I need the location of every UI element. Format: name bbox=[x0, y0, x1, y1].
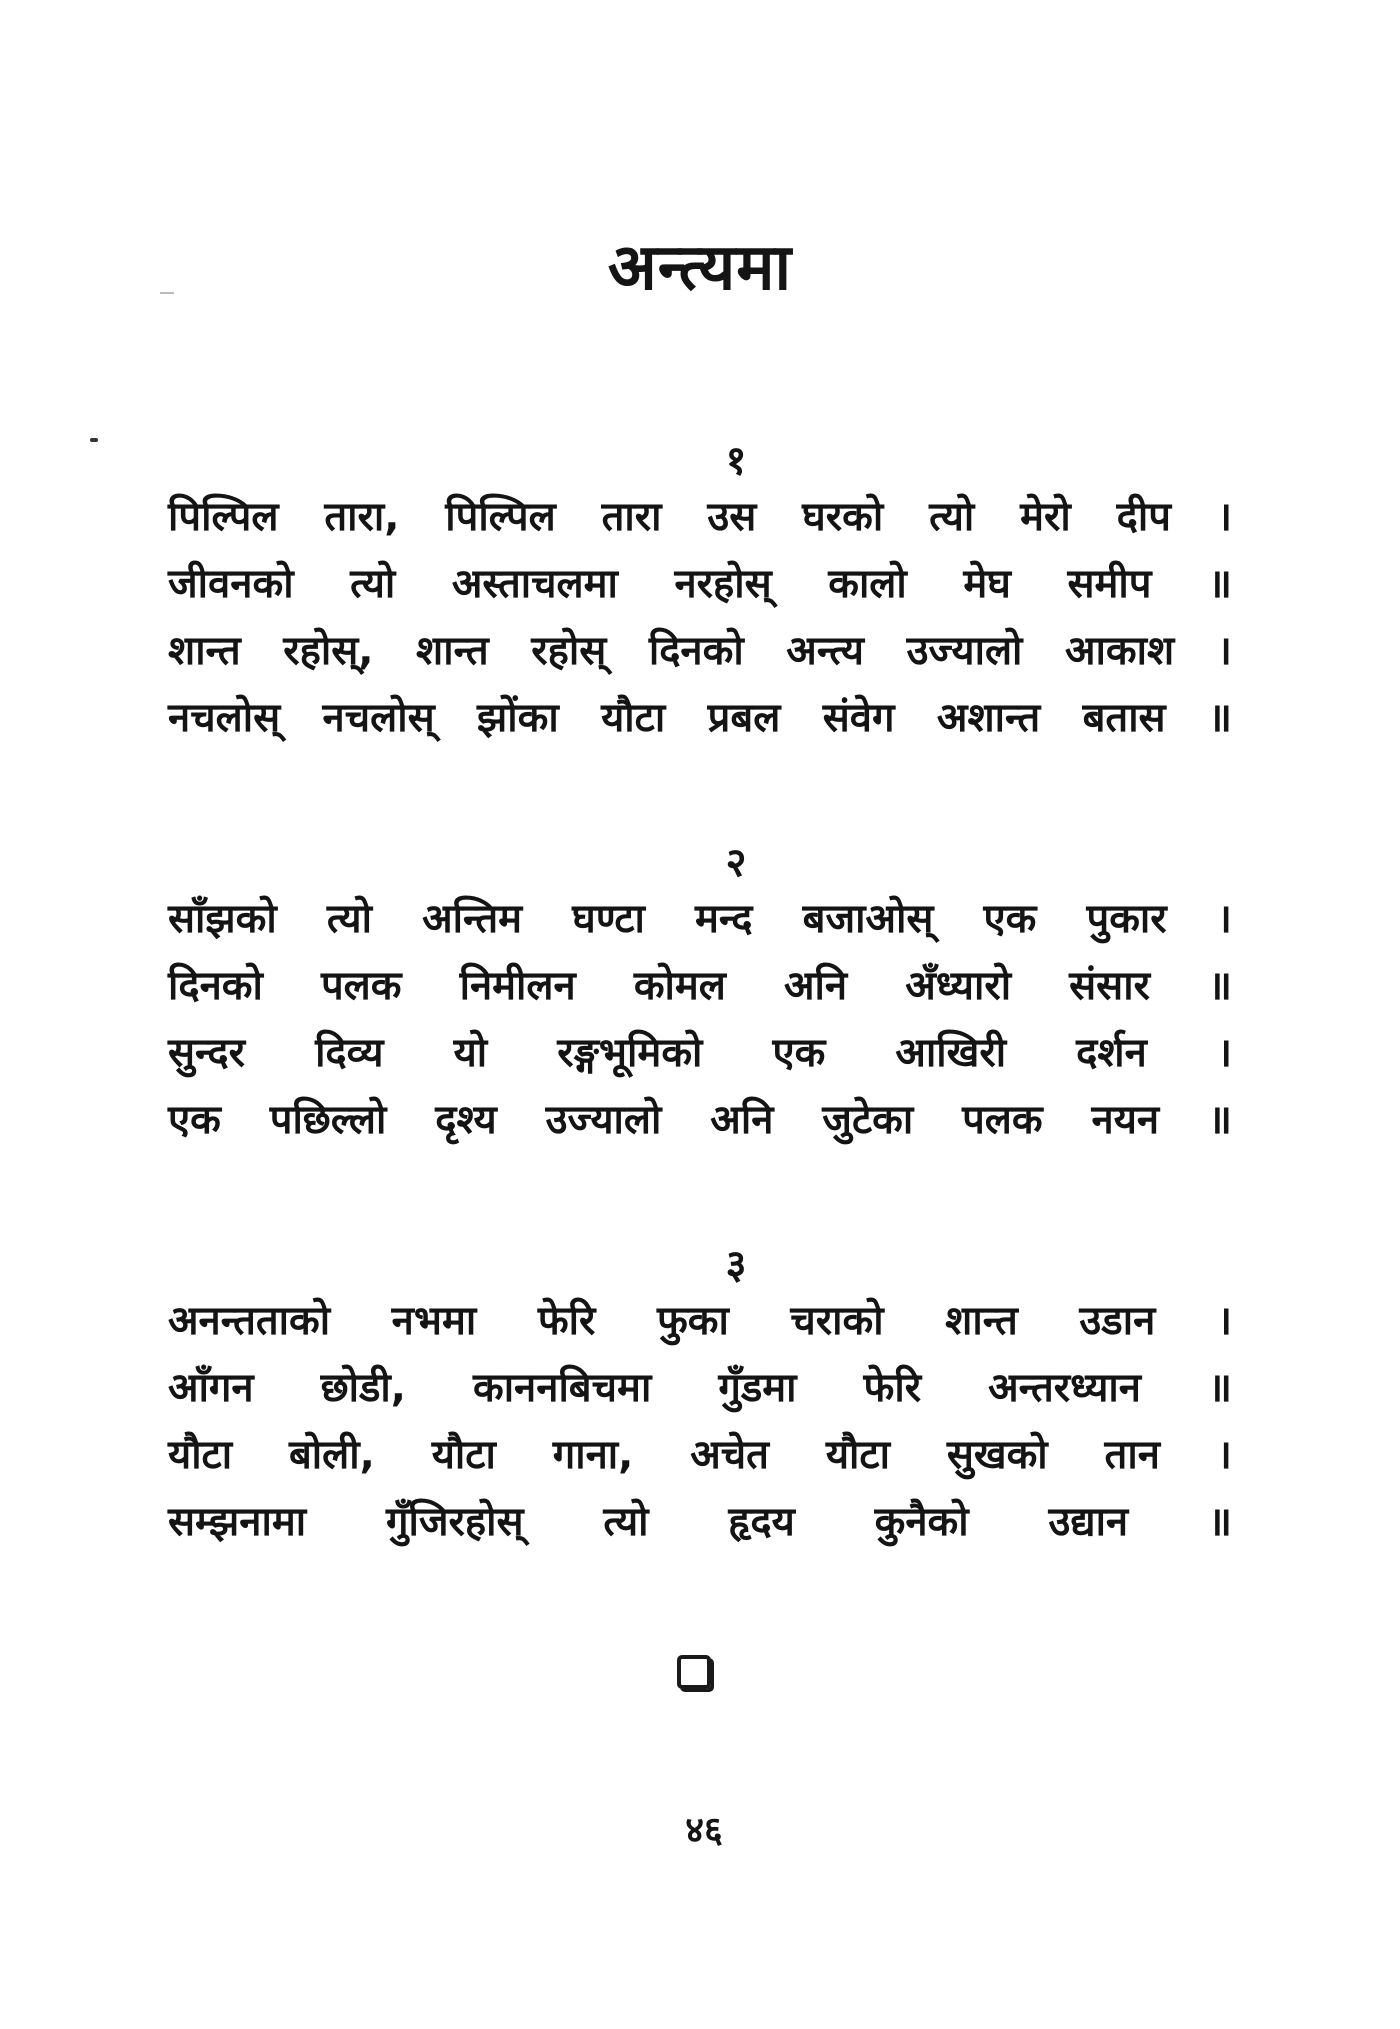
verse-line bbox=[168, 1422, 1232, 1489]
danda-mark: । bbox=[1216, 896, 1232, 942]
verse-word: शान्त bbox=[416, 628, 489, 674]
verse-word: चराको bbox=[790, 1298, 884, 1344]
verse-word: यौटा bbox=[601, 695, 666, 741]
verse-word: यौटा bbox=[825, 1432, 890, 1478]
danda-mark: । bbox=[1216, 1432, 1232, 1478]
danda-mark: । bbox=[1216, 1298, 1232, 1344]
verse-word: सम्झनामा bbox=[168, 1499, 307, 1545]
verse-line bbox=[168, 618, 1232, 685]
verse-word: सुन्दर bbox=[168, 1030, 245, 1076]
verse-word: तान bbox=[1104, 1432, 1160, 1478]
verse-word: त्यो bbox=[929, 494, 975, 540]
stanza-number: ३ bbox=[725, 1242, 747, 1288]
verse-word: त्यो bbox=[350, 561, 396, 607]
verse-word: तारा bbox=[601, 494, 662, 540]
verse-word: बोली, bbox=[288, 1432, 375, 1478]
verse-word: एक bbox=[983, 896, 1037, 942]
verse-word: त्यो bbox=[603, 1499, 649, 1545]
danda-mark: । bbox=[1216, 494, 1232, 540]
verse-word: संसार bbox=[1069, 963, 1150, 1009]
danda-mark: ॥ bbox=[1208, 695, 1232, 741]
verse-word: निमीलन bbox=[459, 963, 576, 1009]
verse-word: मन्द bbox=[694, 896, 753, 942]
verse-word: फेरि bbox=[863, 1365, 922, 1411]
verse-word: नचलोस् bbox=[168, 695, 281, 741]
verse-line bbox=[168, 953, 1232, 1020]
stanza-3 bbox=[168, 1242, 1232, 1556]
verse-word: आखिरी bbox=[895, 1030, 1007, 1076]
verse-word: नयन bbox=[1091, 1097, 1160, 1143]
verse-line bbox=[168, 1489, 1232, 1556]
verse-word: साँझको bbox=[168, 896, 277, 942]
verse-line bbox=[168, 685, 1232, 752]
verse-word: उस bbox=[707, 494, 757, 540]
verse-word: उज्यालो bbox=[906, 628, 1023, 674]
verse-word: नभमा bbox=[391, 1298, 477, 1344]
verse-line bbox=[168, 1288, 1232, 1355]
verse-word: रङ्गभूमिको bbox=[557, 1030, 703, 1076]
verse-word: गुँडमा bbox=[718, 1365, 797, 1411]
verse-word: दिनको bbox=[648, 628, 744, 674]
danda-mark: ॥ bbox=[1208, 561, 1232, 607]
danda-mark: ॥ bbox=[1208, 963, 1232, 1009]
verse-word: शान्त bbox=[168, 628, 241, 674]
verse-word: अनि bbox=[784, 963, 848, 1009]
danda-mark: । bbox=[1216, 628, 1232, 674]
verse-word: अनि bbox=[710, 1097, 774, 1143]
verse-word: छोडी, bbox=[320, 1365, 406, 1411]
stanza-2 bbox=[168, 840, 1232, 1154]
verse-word: दीप bbox=[1116, 494, 1171, 540]
verse-word: नचलोस् bbox=[322, 695, 435, 741]
verse-line bbox=[168, 1020, 1232, 1087]
stanza-number: १ bbox=[725, 438, 747, 484]
verse-word: फेरि bbox=[537, 1298, 596, 1344]
verse-line bbox=[168, 551, 1232, 618]
verse-word: घरको bbox=[802, 494, 884, 540]
stanza-1 bbox=[168, 438, 1232, 752]
poem-title: अन्त्यमा bbox=[607, 231, 793, 305]
verse-word: हृदय bbox=[728, 1499, 795, 1545]
verse-word: आकाश bbox=[1064, 628, 1175, 674]
verse-word: कुनैको bbox=[874, 1499, 969, 1545]
verse-word: संवेग bbox=[822, 695, 895, 741]
verse-word: अचेत bbox=[690, 1432, 769, 1478]
verse-word: बतास bbox=[1082, 695, 1166, 741]
verse-word: अशान्त bbox=[936, 695, 1041, 741]
verse-word: अन्तरध्यान bbox=[988, 1365, 1141, 1411]
verse-word: पिल्पिल bbox=[445, 494, 556, 540]
verse-word: प्रबल bbox=[707, 695, 781, 741]
verse-word: एक bbox=[772, 1030, 826, 1076]
danda-mark: । bbox=[1216, 1030, 1232, 1076]
verse-line bbox=[168, 886, 1232, 953]
danda-mark: ॥ bbox=[1207, 1499, 1232, 1545]
verse-word: अन्त्य bbox=[786, 628, 865, 674]
verse-word: समीप bbox=[1067, 561, 1152, 607]
verse-word: कोमल bbox=[633, 963, 726, 1009]
verse-word: यो bbox=[453, 1030, 488, 1076]
verse-word: बजाओस् bbox=[802, 896, 934, 942]
verse-word: फुका bbox=[656, 1298, 729, 1344]
verse-word: मेघ bbox=[963, 561, 1011, 607]
verse-word: मेरो bbox=[1020, 494, 1071, 540]
verse-word: जुटेका bbox=[822, 1097, 914, 1143]
verse-word: उडान bbox=[1079, 1298, 1156, 1344]
verse-word: त्यो bbox=[326, 896, 372, 942]
verse-word: गुँजिरहोस् bbox=[385, 1499, 524, 1545]
verse-word: पुकार bbox=[1086, 896, 1167, 942]
verse-word: उज्यालो bbox=[545, 1097, 662, 1143]
verse-word: दर्शन bbox=[1076, 1030, 1147, 1076]
verse-word: रहोस्, bbox=[283, 628, 374, 674]
scan-speck bbox=[90, 438, 98, 442]
verse-word: आँगन bbox=[168, 1365, 254, 1411]
verse-word: पलक bbox=[962, 1097, 1043, 1143]
verse-word: जीवनको bbox=[168, 561, 294, 607]
verse-word: सुखको bbox=[946, 1432, 1048, 1478]
verse-word: शान्त bbox=[945, 1298, 1018, 1344]
verse-word: काननबिचमा bbox=[472, 1365, 652, 1411]
verse-word: अँध्यारो bbox=[905, 963, 1012, 1009]
square-end-mark-icon bbox=[677, 1655, 711, 1689]
verse-word: घण्टा bbox=[572, 896, 645, 942]
danda-mark: ॥ bbox=[1208, 1097, 1232, 1143]
verse-word: दिनको bbox=[168, 963, 263, 1009]
verse-word: पलक bbox=[320, 963, 402, 1009]
verse-word: दिव्य bbox=[315, 1030, 384, 1076]
verse-line bbox=[168, 484, 1232, 551]
verse-word: तारा, bbox=[324, 494, 400, 540]
verse-word: कालो bbox=[828, 561, 907, 607]
verse-word: अन्तिम bbox=[422, 896, 523, 942]
verse-word: पिल्पिल bbox=[168, 494, 279, 540]
verse-word: यौटा bbox=[168, 1432, 233, 1478]
verse-word: यौटा bbox=[431, 1432, 496, 1478]
verse-word: उद्यान bbox=[1048, 1499, 1129, 1545]
verse-word: अनन्तताको bbox=[168, 1298, 331, 1344]
verse-word: गाना, bbox=[552, 1432, 634, 1478]
verse-word: पछिल्लो bbox=[269, 1097, 387, 1143]
verse-word: नरहोस् bbox=[674, 561, 772, 607]
danda-mark: ॥ bbox=[1207, 1365, 1232, 1411]
stanza-number: २ bbox=[725, 840, 747, 886]
verse-line bbox=[168, 1087, 1232, 1154]
verse-word: रहोस् bbox=[531, 628, 607, 674]
verse-word: एक bbox=[168, 1097, 221, 1143]
verse-word: झोंका bbox=[477, 695, 559, 741]
verse-line bbox=[168, 1355, 1232, 1422]
page-number: ४६ bbox=[685, 1810, 723, 1851]
verse-word: अस्ताचलमा bbox=[451, 561, 618, 607]
verse-word: दृश्य bbox=[435, 1097, 497, 1143]
